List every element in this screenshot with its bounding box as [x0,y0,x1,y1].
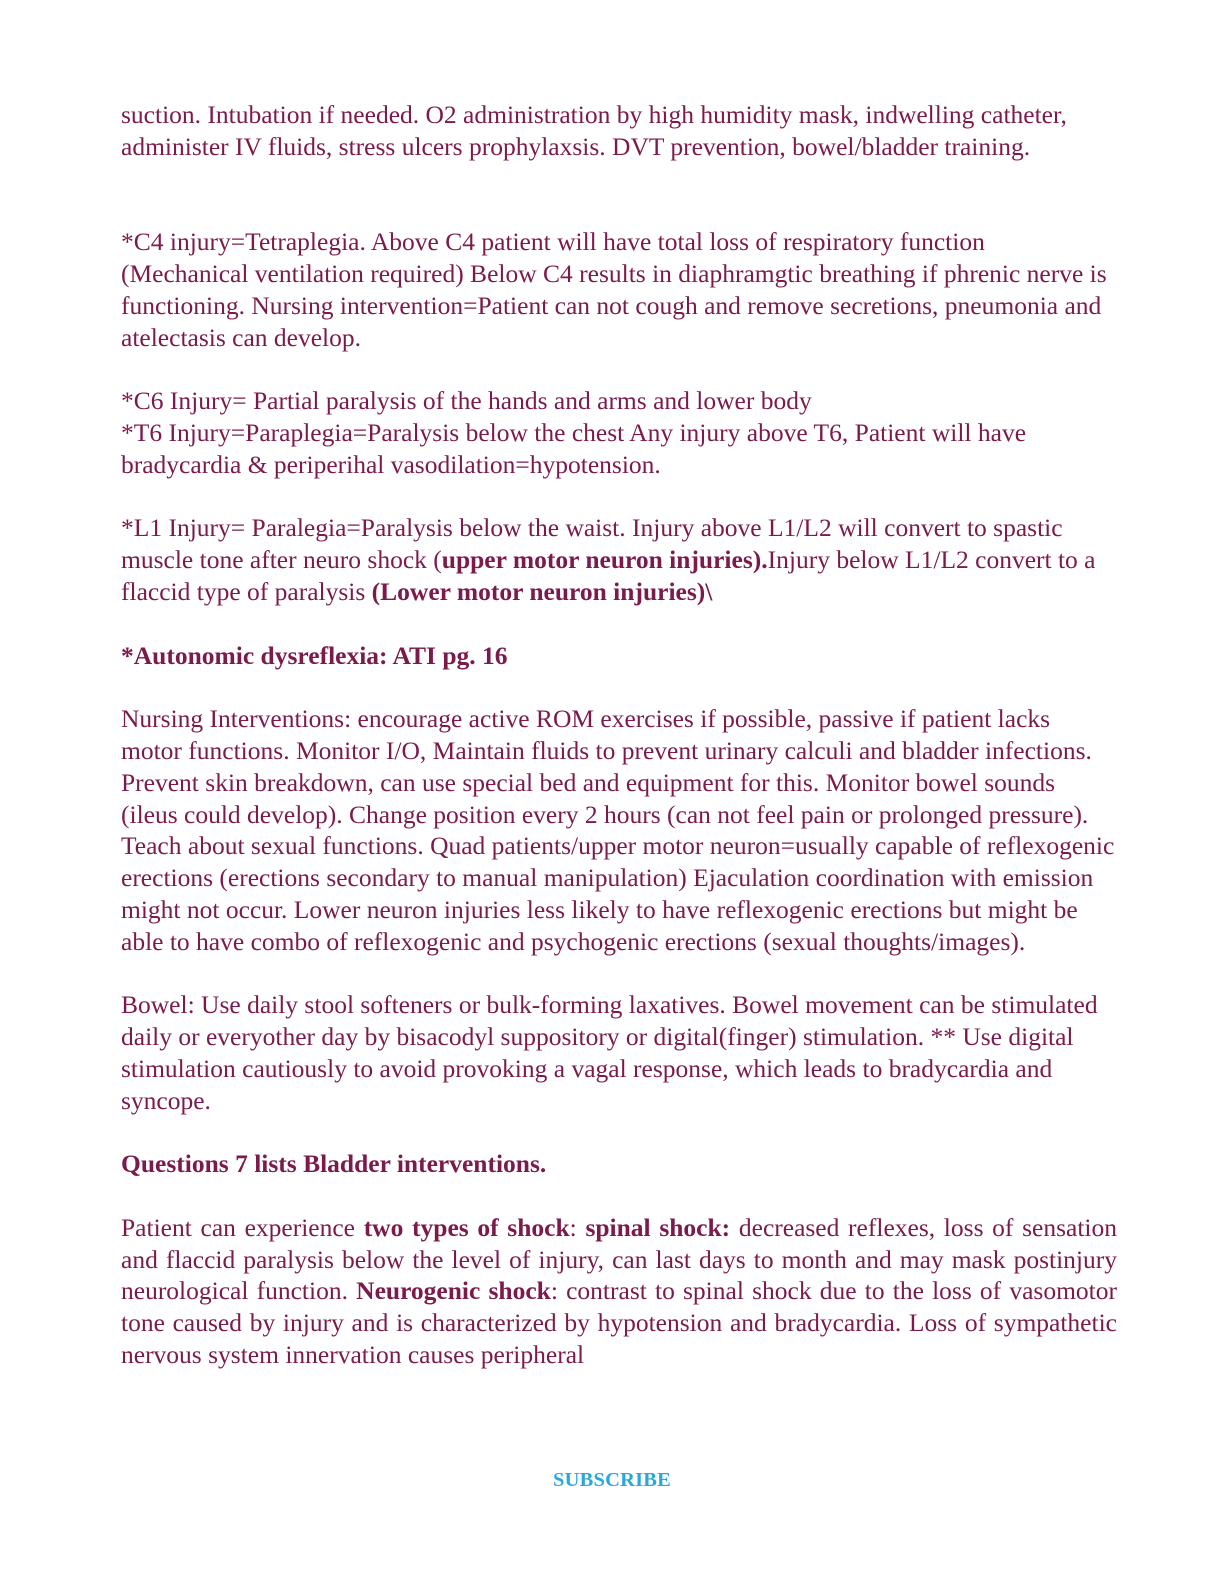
spacer [121,1180,1117,1212]
spacer [121,353,1117,385]
lower-motor-neuron-bold: (Lower motor neuron injuries)\ [371,576,713,606]
c6-injury-line: *C6 Injury= Partial paralysis of the hands and arms and lower body [121,386,812,416]
shock-text-3: decreased reflexes, loss of sensation and flaccid paralysis below the level of injury, can last days to month and may mask postinjury neurological function. [121,1212,1118,1306]
paragraph-types-of-shock [121,1212,1117,1371]
t6-injury-line: *T6 Injury=Paraplegia=Paralysis below the chest Any injury above T6, Patient will have bradycardia & periperihal vasodilation=hypotension. [121,417,1027,479]
neurogenic-shock-bold: Neurogenic shock [356,1276,551,1306]
two-types-of-shock-bold: two types of shock [363,1212,570,1242]
paragraph-nursing-interventions: Nursing Interventions: encourage active ROM exercises if possible, passive if patient lacks motor functions. Monitor I/O, Maintain fluids to prevent urinary calculi and bladder infections. Prevent skin breakdown, can use special bed and equipment for this. Monitor bowel sounds (ileus could develop). Change position every 2 hours (can not feel pain or prolonged pressure). Teach about sexual functions. Quad patients/upper motor neuron=usually capable of reflexogenic erections (erections secondary to manual manipulation) Ejaculation coordination with emission might not occur. Lower neuron injuries less likely to have reflexogenic erections but might be able to have combo of reflexogenic and psychogenic erections (sexual thoughts/images). [121,704,1115,956]
shock-text-2: : [569,1212,586,1242]
paragraph-bowel: Bowel: Use daily stool softeners or bulk-forming laxatives. Bowel movement can be stimulated daily or everyother day by bisacodyl suppository or digital(finger) stimulation. ** Use digital stimulation cautiously to avoid provoking a vagal response, which leads to bradycardia and syncope. [121,990,1098,1115]
shock-text-4: : contrast to spinal shock due to the loss of vasomotor tone caused by injury and is characterized by hypotension and bradycardia. Loss of sympathetic nervous system innervation causes peripheral [121,1276,1117,1370]
subscribe-link[interactable]: SUBSCRIBE [552,1469,671,1491]
document-body [121,99,1117,1371]
upper-motor-neuron-bold: upper motor neuron injuries). [441,545,768,575]
paragraph-c6-t6-injury [121,385,1117,480]
spacer [121,958,1117,990]
heading-autonomic-dysreflexia-text: *Autonomic dysreflexia: ATI pg. 16 [121,640,508,670]
heading-bladder-interventions-text: Questions 7 lists Bladder interventions. [121,1149,547,1179]
spacer [121,1117,1117,1149]
spacer [121,163,1117,227]
paragraph-l1-injury [121,512,1117,607]
spacer [121,671,1117,703]
l1-injury-text-2: Injury below L1/L2 convert to a flaccid type of paralysis [121,545,1096,606]
shock-text-1: Patient can experience [121,1212,364,1242]
spacer [121,481,1117,513]
spacer [121,608,1117,640]
heading-autonomic-dysreflexia [121,640,1117,672]
l1-injury-text: *L1 Injury= Paralegia=Paralysis below the waist. Injury above L1/L2 will convert to spastic muscle tone after neuro shock ( [121,513,1063,575]
spinal-shock-bold: spinal shock: [585,1212,731,1242]
heading-bladder-interventions [121,1148,1117,1180]
paragraph-c4-injury: *C4 injury=Tetraplegia. Above C4 patient will have total loss of respiratory function (Mechanical ventilation required) Below C4 results in diaphramgtic breathing if phrenic nerve is functioning. Nursing intervention=Patient can not cough and remove secretions, pneumonia and atelectasis can develop. [121,227,1107,352]
paragraph-suction: suction. Intubation if needed. O2 administration by high humidity mask, indwelling catheter, administer IV fluids, stress ulcers prophylaxsis. DVT prevention, bowel/bladder training. [121,100,1067,161]
